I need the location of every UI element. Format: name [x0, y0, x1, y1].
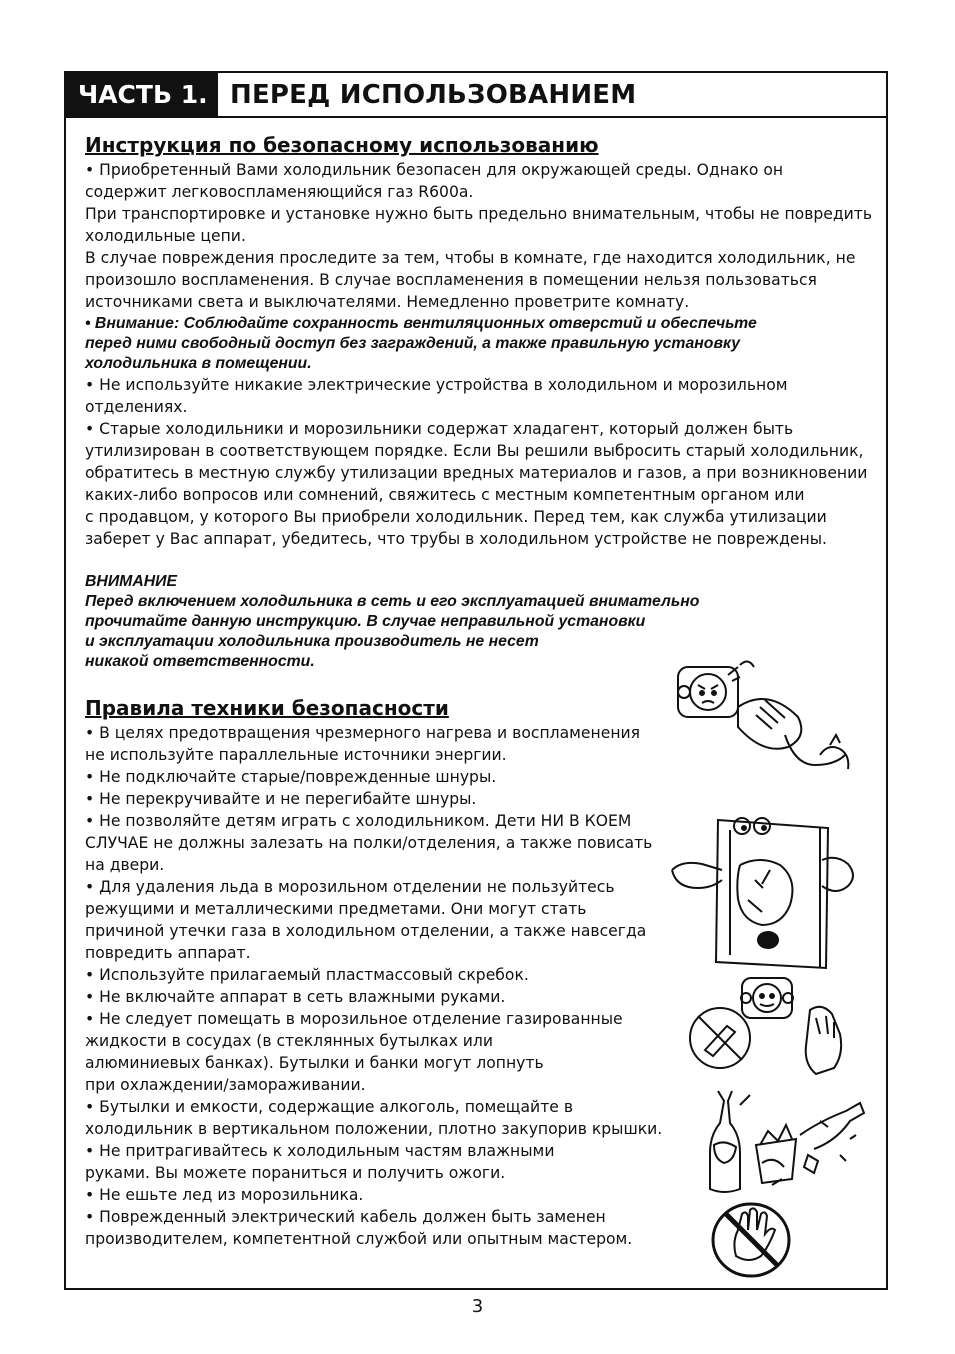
text-line: • Для удаления льда в морозильном отделении не пользуйтесь: [85, 878, 615, 896]
text-line: производителем, компетентной службой или опытным мастером.: [85, 1230, 633, 1248]
warning-line: и эксплуатации холодильника производитель не несет: [85, 633, 539, 650]
text-line: холодильные цепи.: [85, 227, 246, 245]
text-line: отделениях.: [85, 398, 188, 416]
bold-line: перед ними свободный доступ без заграждений, а также правильную установку: [85, 335, 740, 352]
bold-line: холодильника в помещении.: [85, 355, 312, 372]
text-line: произошло воспламенения. В случае воспламенения в помещении нельзя пользоваться: [85, 271, 817, 289]
text-line: • Не подключайте старые/поврежденные шнуры.: [85, 768, 497, 786]
text-line: • Не используйте никакие электрические устройства в холодильном и морозильном: [85, 376, 788, 394]
text-line: При транспортировке и установке нужно быть предельно внимательным, чтобы не повредить: [85, 205, 873, 223]
text-line: утилизирован в соответствующем порядке. Если Вы решили выбросить старый холодильник,: [85, 442, 864, 460]
text-line: не используйте параллельные источники энергии.: [85, 746, 507, 764]
broken-bottles-illustration-icon: [700, 1085, 870, 1195]
text-line: жидкости в сосудах (в стеклянных бутылках или: [85, 1032, 493, 1050]
text-line: • Не притрагивайтесь к холодильным частям влажными: [85, 1142, 555, 1160]
text-line: при охлаждении/замораживании.: [85, 1076, 366, 1094]
section1-body-2: [85, 374, 885, 550]
text-line: причиной утечки газа в холодильном отделении, а также навсегда: [85, 922, 647, 940]
text-line: руками. Вы можете пораниться и получить ожоги.: [85, 1164, 506, 1182]
text-line: обратитесь в местную службу утилизации вредных материалов и газов, а при возникновении: [85, 464, 868, 482]
text-line: • Используйте прилагаемый пластмассовый скребок.: [85, 966, 529, 984]
text-line: • Не позволяйте детям играть с холодильником. Дети НИ В КОЕМ: [85, 812, 632, 830]
text-line: • Поврежденный электрический кабель должен быть заменен: [85, 1208, 606, 1226]
text-line: заберет у Вас аппарат, убедитесь, что трубы в холодильном устройстве не повреждены.: [85, 530, 827, 548]
stop-hand-illustration-icon: [706, 1200, 796, 1280]
text-line: источниками света и выключателями. Немедленно проветрите комнату.: [85, 293, 690, 311]
text-line: повредить аппарат.: [85, 944, 251, 962]
no-knife-wet-hand-illustration-icon: [680, 970, 860, 1080]
page-number: 3: [471, 1296, 484, 1317]
text-line: • Приобретенный Вами холодильник безопасен для окружающей среды. Однако он: [85, 161, 784, 179]
warning-line: прочитайте данную инструкцию. В случае неправильной установки: [85, 613, 646, 630]
section1-heading: Инструкция по безопасному использованию: [85, 133, 599, 157]
part-label: ЧАСТЬ 1.: [66, 73, 218, 116]
socket-plug-illustration-icon: [670, 655, 870, 785]
text-line: режущими и металлическими предметами. Они могут стать: [85, 900, 587, 918]
text-line: • Старые холодильники и морозильники содержат хладагент, который должен быть: [85, 420, 794, 438]
warning-line: Перед включением холодильника в сеть и его эксплуатацией внимательно: [85, 593, 700, 610]
text-line: на двери.: [85, 856, 165, 874]
page-title: ПЕРЕД ИСПОЛЬЗОВАНИЕМ: [230, 80, 637, 110]
text-line: алюминиевых банках). Бутылки и банки могут лопнуть: [85, 1054, 544, 1072]
warning-line: никакой ответственности.: [85, 653, 315, 670]
text-line: • Не включайте аппарат в сеть влажными руками.: [85, 988, 506, 1006]
bold-line: • Внимание: Соблюдайте сохранность вентиляционных отверстий и обеспечьте: [85, 315, 757, 332]
section2-heading: Правила техники безопасности: [85, 696, 449, 720]
text-line: холодильник в вертикальном положении, плотно закупорив крышки.: [85, 1120, 663, 1138]
section1-attention: [85, 314, 885, 374]
text-line: содержит легковоспламеняющийся газ R600a.: [85, 183, 474, 201]
section-header: [66, 73, 886, 118]
text-line: с продавцом, у которого Вы приобрели холодильник. Перед тем, как служба утилизации: [85, 508, 827, 526]
section1-body: [85, 159, 885, 313]
section2-body: [85, 722, 685, 1250]
text-line: • Бутылки и емкости, содержащие алкоголь, помещайте в: [85, 1098, 574, 1116]
warning-title: ВНИМАНИЕ: [85, 573, 178, 590]
text-line: • Не ешьте лед из морозильника.: [85, 1186, 364, 1204]
text-line: • Не перекручивайте и не перегибайте шнуры.: [85, 790, 477, 808]
text-line: • В целях предотвращения чрезмерного нагрева и воспламенения: [85, 724, 641, 742]
text-line: СЛУЧАЕ не должны залезать на полки/отделения, а также повисать: [85, 834, 653, 852]
text-line: В случае повреждения проследите за тем, чтобы в комнате, где находится холодильник, не: [85, 249, 856, 267]
child-fridge-illustration-icon: [670, 810, 870, 970]
text-line: • Не следует помещать в морозильное отделение газированные: [85, 1010, 623, 1028]
text-line: каких-либо вопросов или сомнений, свяжитесь с местным компетентным органом или: [85, 486, 805, 504]
